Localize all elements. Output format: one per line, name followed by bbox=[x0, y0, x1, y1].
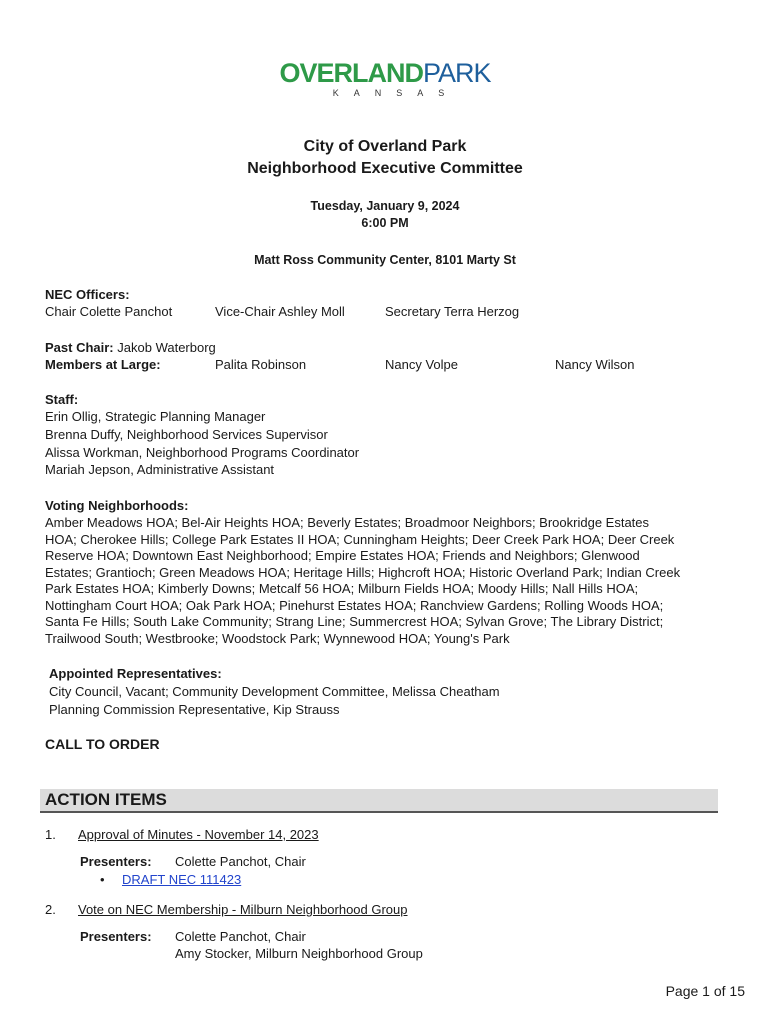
document-title-line2: Neighborhood Executive Committee bbox=[247, 160, 523, 177]
item-number: 2. bbox=[45, 902, 56, 917]
staff-member: Erin Ollig, Strategic Planning Manager bbox=[45, 409, 266, 424]
voting-line: Park Estates HOA; Kimberly Downs; Metcalf 56 HOA; Milburn Fields HOA; Moody Hills; Nall Hills HOA; bbox=[45, 581, 639, 596]
presenters-label: Presenters: bbox=[80, 929, 152, 944]
voting-line: Santa Fe Hills; South Lake Community; Strang Line; Summercrest HOA; Sylvan Grove; The Library District; bbox=[45, 614, 664, 629]
voting-line: Nottingham Court HOA; Oak Park HOA; Pinehurst Estates HOA; Ranchview Gardens; Rolling Woods HOA; bbox=[45, 597, 664, 613]
staff-member: Mariah Jepson, Administrative Assistant bbox=[45, 462, 275, 477]
logo-word-park: PARK bbox=[422, 58, 491, 88]
officers-heading: NEC Officers: bbox=[45, 287, 130, 302]
city-logo bbox=[0, 58, 770, 98]
meeting-time: 6:00 PM bbox=[361, 216, 409, 230]
officer-secretary: Secretary Terra Herzog bbox=[385, 304, 520, 319]
voting-line: Amber Meadows HOA; Bel-Air Heights HOA; Beverly Estates; Broadmoor Neighbors; Brookridge Estates bbox=[45, 515, 650, 530]
voting-line: Reserve HOA; Downtown East Neighborhood; Empire Estates HOA; Friends and Neighbors; Glenwood bbox=[45, 548, 640, 563]
voting-line: Estates; Grantioch; Green Meadows HOA; Heritage Hills; Highcroft HOA; Historic Overland Park; Indian Creek bbox=[45, 564, 681, 580]
voting-line: Trailwood South; Westbrooke; Woodstock Park; Wynnewood HOA; Young's Park bbox=[45, 630, 510, 646]
members-at-large-label: Members at Large: bbox=[45, 357, 161, 372]
officer-vice-chair: Vice-Chair Ashley Moll bbox=[215, 304, 345, 319]
page-number: Page 1 of 15 bbox=[665, 983, 745, 999]
call-to-order-heading: CALL TO ORDER bbox=[45, 736, 160, 752]
appointed-heading: Appointed Representatives: bbox=[49, 666, 222, 681]
document-title-line1: City of Overland Park bbox=[303, 138, 467, 155]
member-at-large: Nancy Wilson bbox=[555, 357, 635, 372]
staff-member: Alissa Workman, Neighborhood Programs Coordinator bbox=[45, 445, 360, 460]
presenter-name: Amy Stocker, Milburn Neighborhood Group bbox=[175, 946, 423, 961]
draft-minutes-link[interactable]: DRAFT NEC 111423 bbox=[122, 872, 242, 887]
bullet: • bbox=[100, 872, 105, 887]
past-chair-label: Past Chair: bbox=[45, 340, 114, 355]
past-chair-name: Jakob Waterborg bbox=[117, 340, 216, 355]
voting-heading: Voting Neighborhoods: bbox=[45, 498, 189, 513]
item-title-membership-vote: Vote on NEC Membership - Milburn Neighborhood Group bbox=[78, 902, 408, 917]
presenter-name: Colette Panchot, Chair bbox=[175, 854, 306, 869]
officer-chair: Chair Colette Panchot bbox=[45, 304, 173, 319]
logo-word-overland: OVERLAND bbox=[279, 58, 423, 88]
item-number: 1. bbox=[45, 827, 56, 842]
member-at-large: Palita Robinson bbox=[215, 357, 307, 372]
staff-heading: Staff: bbox=[45, 392, 79, 407]
member-at-large: Nancy Volpe bbox=[385, 357, 458, 372]
voting-neighborhoods-list bbox=[45, 515, 735, 647]
past-chair bbox=[45, 339, 216, 356]
item-title-approval-of-minutes: Approval of Minutes - November 14, 2023 bbox=[78, 827, 319, 842]
staff-member: Brenna Duffy, Neighborhood Services Supervisor bbox=[45, 427, 328, 442]
logo-subtitle: KANSAS bbox=[332, 88, 460, 98]
appointed-line: City Council, Vacant; Community Development Committee, Melissa Cheatham bbox=[49, 684, 500, 699]
meeting-location: Matt Ross Community Center, 8101 Marty St bbox=[254, 253, 516, 267]
appointed-line: Planning Commission Representative, Kip Strauss bbox=[49, 702, 340, 717]
presenter-name: Colette Panchot, Chair bbox=[175, 929, 306, 944]
meeting-date: Tuesday, January 9, 2024 bbox=[310, 199, 460, 213]
presenters-label: Presenters: bbox=[80, 854, 152, 869]
action-items-heading: ACTION ITEMS bbox=[45, 790, 167, 809]
voting-line: HOA; Cherokee Hills; College Park Estates II HOA; Cunningham Heights; Deer Creek Park HOA; Deer Creek bbox=[45, 531, 675, 547]
